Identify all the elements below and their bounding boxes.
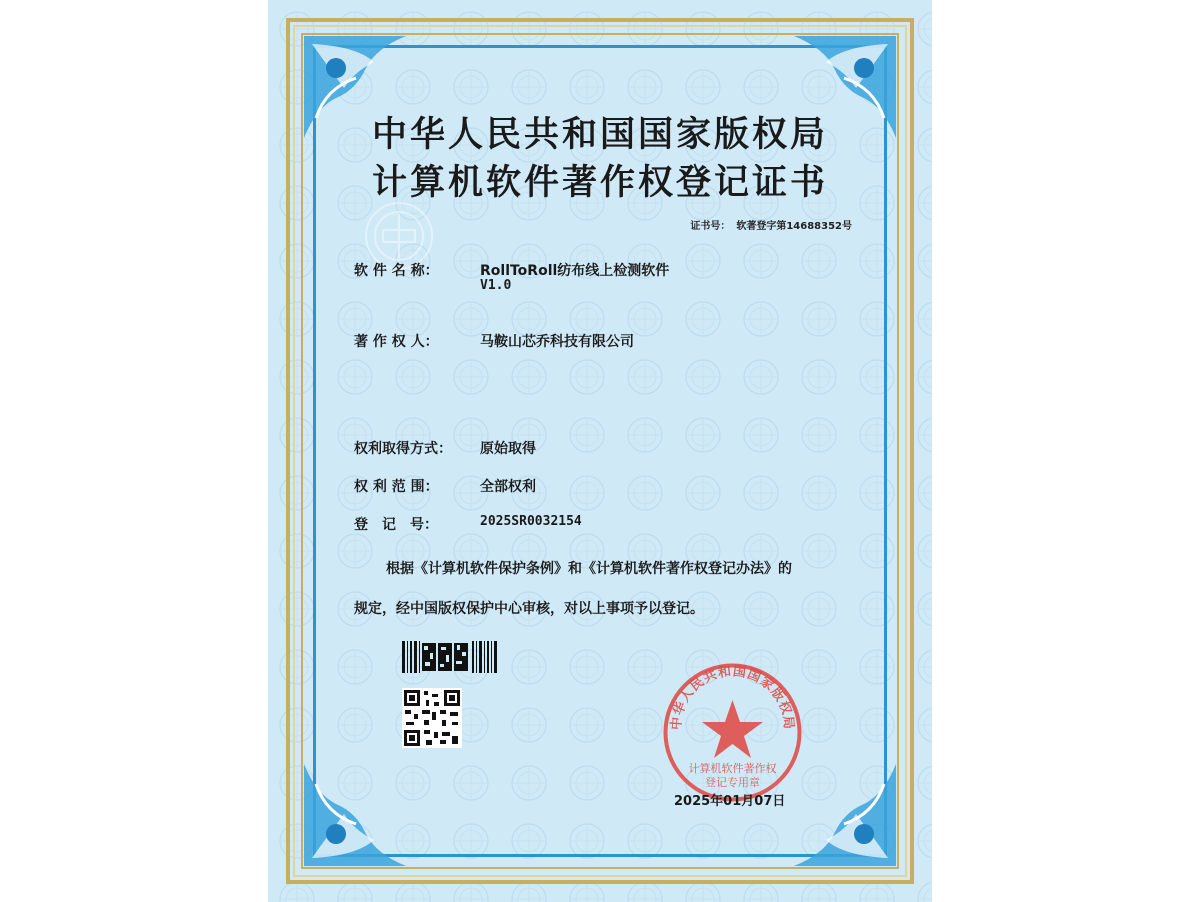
owner-label: 著 作 权 人： bbox=[354, 334, 439, 350]
software-name-label: 软 件 名 称： bbox=[354, 263, 439, 279]
issue-date: 2025年01月07日 bbox=[674, 794, 786, 809]
certificate-number-label: 证书号： bbox=[690, 221, 731, 232]
software-version: V1.0 bbox=[480, 278, 512, 293]
registration-number-value: 2025SR0032154 bbox=[480, 514, 582, 529]
seal-ring-text: 中华人民共和国国家版权局 bbox=[669, 664, 796, 731]
scope-value: 全部权利 bbox=[480, 479, 536, 495]
corner-ornament-icon bbox=[296, 754, 416, 874]
registration-number-label: 登 记 号： bbox=[354, 517, 438, 533]
scope-label: 权 利 范 围： bbox=[354, 479, 439, 495]
software-name-value: RollToRoll纺布线上检测软件 bbox=[480, 263, 670, 279]
certificate-number-value: 软著登字第14688352号 bbox=[736, 221, 852, 232]
owner-value: 马鞍山芯乔科技有限公司 bbox=[480, 334, 634, 350]
acquire-method-label: 权利取得方式： bbox=[354, 441, 452, 457]
certificate bbox=[268, 0, 932, 902]
seal-inner-line-1: 计算机软件著作权 bbox=[688, 762, 777, 775]
issuer-title: 中华人民共和国国家版权局 bbox=[371, 114, 828, 155]
barcode-icon bbox=[402, 641, 498, 673]
field-scope bbox=[354, 476, 536, 496]
field-acquire-method bbox=[354, 438, 536, 458]
field-owner bbox=[354, 331, 634, 351]
paragraph-line-2: 规定，经中国版权保护中心审核，对以上事项予以登记。 bbox=[354, 601, 704, 617]
certificate-title: 计算机软件著作权登记证书 bbox=[371, 162, 828, 203]
seal-inner-line-2: 登记专用章 bbox=[705, 776, 760, 789]
qr-code-icon bbox=[402, 688, 462, 748]
field-software-name bbox=[354, 260, 670, 293]
acquire-method-value: 原始取得 bbox=[480, 441, 536, 457]
certificate-number bbox=[684, 217, 852, 232]
paragraph-line-1: 根据《计算机软件保护条例》和《计算机软件著作权登记办法》的 bbox=[386, 561, 792, 577]
official-seal-stamp bbox=[660, 660, 805, 805]
field-registration-number bbox=[354, 514, 582, 534]
